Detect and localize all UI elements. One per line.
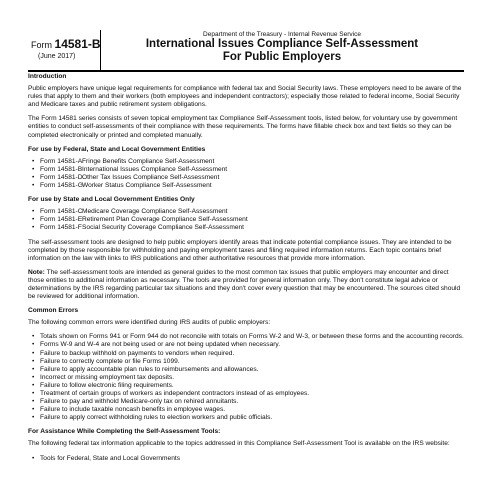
form-ref-number: Form 14581-D <box>40 173 83 181</box>
form-ref-number: Form 14581-B <box>40 165 83 173</box>
list-item[interactable]: • Tools for Federal, State and Local Governments <box>28 455 464 463</box>
list-item <box>28 182 464 190</box>
form-ref-number: Form 14581-A <box>40 157 83 165</box>
form-ref-number: Form 14581-G <box>40 182 83 190</box>
federal-forms-list <box>28 158 464 190</box>
form-title-block <box>100 30 464 64</box>
list-item: • Failure to pay and withhold Medicare-only tax on rehired annuitants. <box>28 398 464 406</box>
state-local-heading: For use by State and Local Government Entities Only <box>28 196 195 204</box>
list-item: • Failure to backup withhold on payments to vendors when required. <box>28 350 464 358</box>
form-number-line <box>31 37 101 51</box>
federal-entities-heading: For use by Federal, State and Local Government Entities <box>28 145 206 153</box>
intro-paragraph-1: Public employers have unique legal requirements for compliance with federal tax and Social Security laws. These employers need to be aware of the rules that apply to them and their workers (both employees and independent contractors); especially those related to federal income, Social Security and Medicare taxes and public retirement system obligations. <box>28 85 462 109</box>
list-item: • Failure to apply accountable plan rules to reimbursements and allowances. <box>28 366 464 374</box>
assistance-intro: The following federal tax information applicable to the topics addressed in this Compliance Self-Assessment Tool is available on the IRS website: <box>28 440 450 448</box>
list-item: • Failure to apply correct withholding rules to election workers and public officials. <box>28 414 464 422</box>
list-item: • Failure to correctly complete or file Forms 1099. <box>28 358 464 366</box>
note-paragraph <box>28 269 464 301</box>
assistance-list <box>28 455 464 463</box>
form-ref-name: International Issues Compliance Self-Assessment <box>82 165 228 173</box>
form-ref-name: Fringe Benefits Compliance Self-Assessment <box>82 157 215 165</box>
design-paragraph: The self-assessment tools are designed to help public employers identify areas that indicate potential compliance issues. They are intended to be completed by those responsible for withholding and paying employment taxes and filing required information returns. Each topic contains brief information on the law with links to IRS publications and other authoritative resources that provide more information. <box>28 238 452 262</box>
list-item: • Incorrect or missing employment tax deposits. <box>28 374 464 382</box>
list-item <box>28 158 464 166</box>
form-ref-number: Form 14581-C <box>40 208 83 216</box>
common-errors-heading: Common Errors <box>28 307 79 315</box>
common-errors-list <box>28 333 464 422</box>
agency-name: Department of the Treasury - Internal Revenue Service <box>203 31 361 38</box>
list-item <box>28 224 464 232</box>
assistance-heading: For Assistance While Completing the Self-Assessment Tools: <box>28 428 221 436</box>
common-errors-intro: The following common errors were identified during IRS audits of public employers: <box>28 319 271 327</box>
form-title-line1: International Issues Compliance Self-Assessment <box>145 38 419 50</box>
form-ref-name: Other Tax Issues Compliance Self-Assessment <box>82 173 220 181</box>
state-local-forms-list <box>28 208 464 232</box>
note-label: Note: <box>28 268 45 276</box>
intro-paragraph-2: The Form 14581 series consists of seven topical employment tax Compliance Self-Assessment tools, listed below, for voluntary use by government entities to conduct self-assessments of their compliance with these requirements. The forms have fillable check box and text fields so they can be completed electronically or printed and completed manually. <box>28 115 458 139</box>
list-item <box>28 174 464 182</box>
form-prefix: Form <box>31 40 52 50</box>
list-item: • Failure to include taxable noncash benefits in employee wages. <box>28 406 464 414</box>
form-date: (June 2017) <box>38 53 76 60</box>
list-item <box>28 166 464 174</box>
form-header <box>28 30 464 72</box>
list-item: • Treatment of certain groups of workers as independent contractors instead of as employees. <box>28 390 464 398</box>
form-ref-name: Worker Status Compliance Self-Assessment <box>82 182 212 190</box>
list-item <box>28 216 464 224</box>
form-ref-name: Medicare Coverage Compliance Self-Assessment <box>82 208 228 216</box>
form-id-box <box>28 30 101 70</box>
form-ref-name: Retirement Plan Coverage Compliance Self-Assessment <box>82 216 248 224</box>
list-item: • Totals shown on Forms 941 or Form 944 do not reconcile with totals on Forms W-2 and W-3, or between these forms and the accounting records. <box>28 333 464 341</box>
form-ref-name: Social Security Coverage Compliance Self-Assessment <box>82 224 244 232</box>
note-text: The self-assessment tools are intended as general guides to the most common tax issues that public employers may encounter and direct those entities to additional information as necessary. The tools are provided for general information only. They don't constitute legal advice or determinations by the IRS regarding particular tax situations and they don't cover every question that may be encountered. The sources cited should be reviewed for additional information. <box>28 268 461 301</box>
list-item: • Forms W-9 and W-4 are not being used or are not being updated when necessary. <box>28 341 464 349</box>
form-ref-number: Form 14581-E <box>40 216 83 224</box>
form-number: 14581-B <box>54 37 101 51</box>
intro-heading: Introduction <box>28 73 67 80</box>
list-item <box>28 208 464 216</box>
form-body <box>28 73 464 469</box>
form-ref-number: Form 14581-F <box>40 224 82 232</box>
form-title-line2: For Public Employers <box>222 51 342 63</box>
list-item: • Failure to follow electronic filing requirements. <box>28 382 464 390</box>
